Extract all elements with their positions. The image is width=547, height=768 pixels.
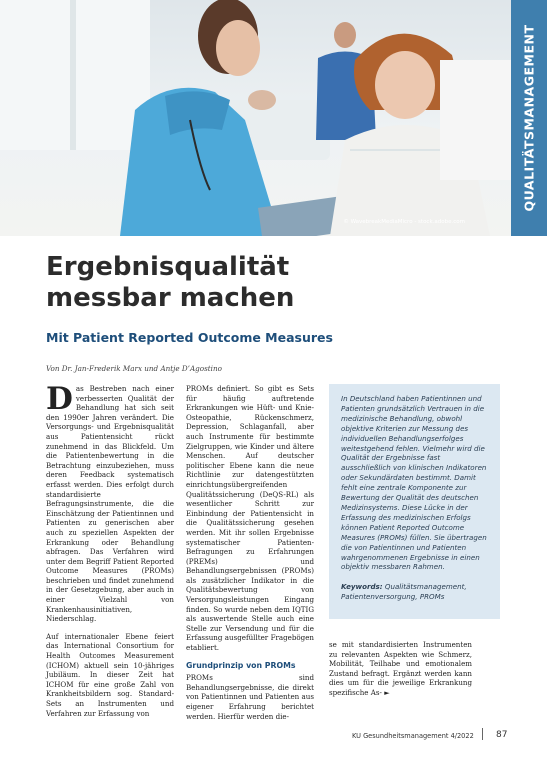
photo-credit: © WavebreakMediaMicro - stock.adobe.com — [343, 219, 465, 225]
article-subtitle: Mit Patient Reported Outcome Measures — [46, 330, 333, 345]
title-line-1: Ergebnisqualität — [46, 252, 290, 282]
keywords-label: Keywords: — [341, 582, 383, 592]
byline: Von Dr. Jan-Frederik Marx und Antje D’Agostino — [46, 364, 222, 373]
keywords — [341, 582, 488, 602]
section-tab-label: QUALITÄTSMANAGEMENT — [521, 24, 537, 212]
paragraph: PROMs sind Behandlungsergebnisse, die direkt von Patientinnen und Patienten aus eigener Erfahrung berichtet werden. Hierfür werden die- — [186, 673, 314, 721]
text-column-1 — [46, 381, 174, 726]
drop-cap: D — [46, 381, 73, 417]
abstract-text: In Deutschland haben Patientinnen und Patienten grundsätzlich Vertrauen in die medizinische Behandlung, obwohl objektive Kriterien zur Messung des individuellen Behandlungserfolges weitestgehend fehlen. Vielmehr wird die Qualität der Ergebnisse fast ausschließlich von klinischen Indikatoren oder Sekundärdaten bestimmt. Damit fehlt eine zentrale Komponente zur Bewertung der Qualität des deutschen Medizinsystems. Diese Lücke in der Erfassung des medizinischen Erfolgs können Patient Reported Outcome Measures (PROMs) füllen. Sie übertragen die von Patientinnen und Patienten wahrgenommenen Ergebnisse in einen objektiv messbaren Rahmen. — [341, 394, 487, 572]
intro-text: as Bestreben nach einer verbesserten Qualität der Behandlung hat sich seit den 1990er Jahren verändert. Die Versorgungs- und Ergebnisqualität aus Patientensicht rückt zunehmend in das Blickfeld. Um die Patientenbewertung in die Betrachtung einzubeziehen, muss deren Feedback systematisch erfasst werden. Dies erfolgt durch standardisierte Befragungsinstrumente, die die Einschätzung der Patientinnen und Patienten zu generischen aber auch zu speziellen Aspekten der Erkrankung oder Behandlung abfragen. Das Verfahren wird unter dem Begriff Patient Reported Outcome Measures (PROMs) beschrieben und findet zunehmend in der Gesetzgebung, aber auch in einer Vielzahl von Krankenhausinitiativen, Niederschlag. — [46, 384, 174, 624]
footer-journal: KU Gesundheitsmanagement 4/2022 — [352, 732, 474, 740]
page-number: 87 — [496, 730, 508, 740]
paragraph-text: se mit standardisierten Instrumenten zu relevanten Aspekten wie Schmerz, Mobilität, Teilhabe und emotionalem Zustand befragt. Ergänzt werden kann dies um für die jeweilige Erkrankung spezifische As- — [329, 640, 472, 697]
section-tab — [511, 0, 547, 236]
intro-paragraph — [46, 381, 174, 624]
abstract-box — [329, 384, 500, 619]
paragraph: PROMs definiert. So gibt es Sets für häufig auftretende Erkrankungen wie Hüft- und Knie-Osteopathie, Rückenschmerz, Depression, Schlaganfall, aber auch Instrumente für bestimmte Zielgruppen, wie Kinder und ältere Menschen. Auf deutscher politischer Ebene kann die neue Richtlinie zur datengestützten einrichtungsübergreifenden Qualitätssicherung (DeQS-RL) als wesentlicher Schritt zur Einbindung der Patientensicht in die Qualitätssicherung gesehen werden. Mit ihr sollen Ergebnisse systematischer Patienten-Befragungen zu Erfahrungen (PREMs) und Behandlungsergebnissen (PROMs) als zusätzlicher Indikator in die Qualitätsbewertung von Versorgungsleistungen Eingang finden. So wurde neben dem IQTIG als auswertende Stelle auch eine Stelle zur Versendung und für die Erfassung ausgefüllter Fragebögen etabliert. — [186, 384, 314, 653]
header-photo — [0, 0, 511, 236]
title-line-2: messbar machen — [46, 283, 295, 313]
article-title — [46, 252, 466, 314]
hospital-scene-image — [0, 0, 511, 236]
section-heading: Grundprinzip von PROMs — [186, 660, 296, 670]
footer-divider — [482, 728, 483, 740]
keywords-list: Qualitätsmanagement, Patientenversorgung, PROMs — [341, 582, 467, 602]
continue-arrow-icon: ► — [384, 688, 390, 697]
paragraph: Auf internationaler Ebene feiert das International Consortium for Health Outcomes Measurement (ICHOM) aktuell sein 10-jähriges Jubiläum. In dieser Zeit hat ICHOM für eine große Zahl von Krankheitsbildern sog. Standard-Sets an Instrumenten und Verfahren zur Erfassung von — [46, 631, 174, 718]
paragraph — [329, 640, 472, 699]
text-column-3 — [329, 640, 472, 707]
text-column-2 — [186, 384, 314, 729]
